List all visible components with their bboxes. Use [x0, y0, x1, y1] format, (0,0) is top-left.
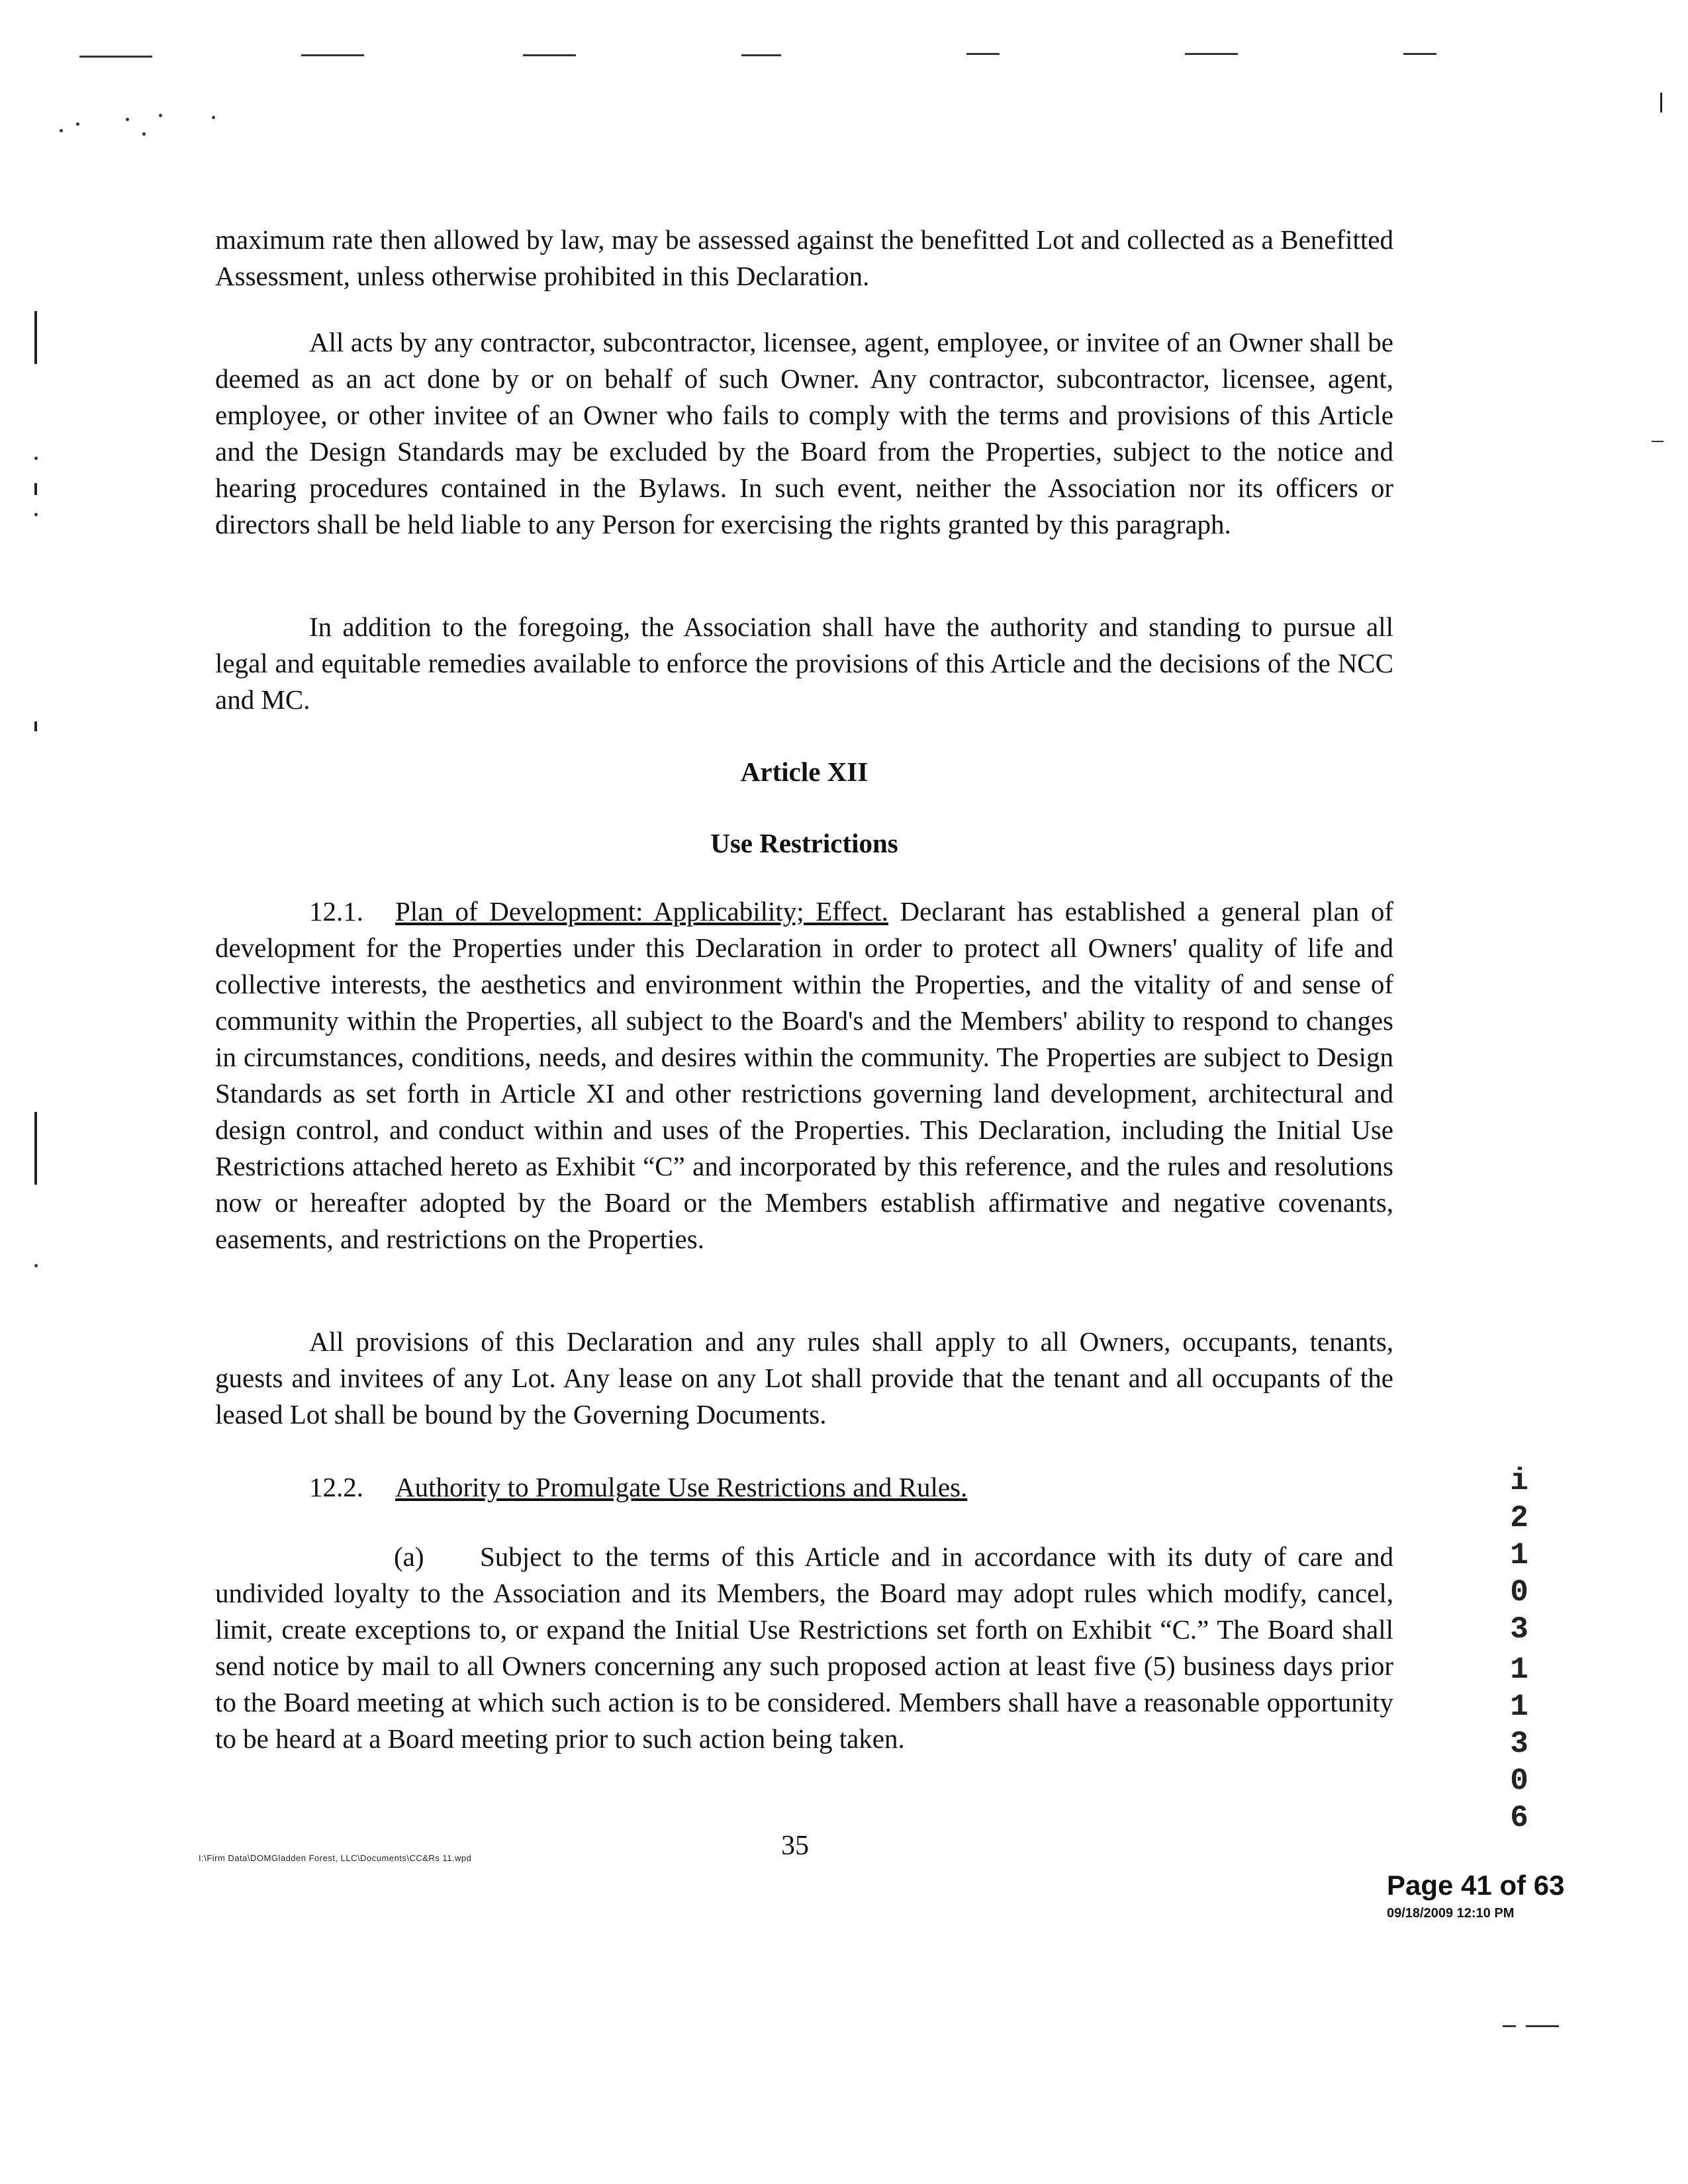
recording-stamp-bottom: [1499, 1651, 1539, 1837]
recorder-datetime: 09/18/2009 12:10 PM: [1387, 1906, 1515, 1921]
stamp-char: 3: [1510, 1612, 1528, 1647]
scan-artifact-margin-bar: [34, 1112, 37, 1185]
scan-artifact-speck: [60, 129, 63, 132]
paragraph-provisions-apply: All provisions of this Declaration and any rules shall apply to all Owners, occupants, tenants, guests and invitees of any Lot. Any lease on any Lot shall provide that the tenant and all occupants of the leased Lot shall be bound by the Governing Documents.: [215, 1326, 1393, 1430]
section-title: Authority to Promulgate Use Restrictions and Rules.: [395, 1472, 968, 1502]
stamp-char: 2: [1510, 1501, 1528, 1535]
paragraph-continuation: maximum rate then allowed by law, may be assessed against the benefitted Lot and collected as a Benefitted Assessment, unless otherwise prohibited in this Declaration.: [215, 224, 1393, 291]
scan-artifact-margin-bar: [34, 721, 37, 731]
scan-artifact-dash: [1403, 53, 1436, 55]
scan-artifact-dash: [523, 54, 576, 56]
scan-artifact-dash: [301, 54, 364, 56]
scan-artifact-dash: [1652, 441, 1664, 442]
scan-artifact-speck: [126, 118, 129, 121]
stamp-char: 0: [1510, 1764, 1528, 1798]
scan-artifact-margin-bar: [34, 311, 37, 364]
subsection-text: Subject to the terms of this Article and in accordance with its duty of care and undivided loyalty to the Association and its Members, the Board may adopt rules which modify, cancel, limit, create exceptions to, or expand the Initial Use Restrictions set forth on Exhibit “C.” The Board shall send notice by mail to all Owners concerning any such proposed action at least five (5) business days prior to the Board meeting at which such action is to be considered. Members shall have a reasonable opportunity to be heard at a Board meeting prior to such action being taken.: [215, 1541, 1393, 1754]
scan-artifact-dash: [79, 56, 152, 58]
stamp-char: 1: [1510, 1653, 1528, 1687]
scan-artifact-dash: [741, 54, 781, 56]
section-12-2: [215, 1469, 1393, 1506]
scan-artifact-speck: [76, 122, 79, 126]
recording-stamp-top: [1499, 1463, 1539, 1648]
stamp-char: 3: [1510, 1727, 1528, 1761]
scan-artifact-speck: [159, 114, 162, 117]
stamp-char: 1: [1510, 1538, 1528, 1572]
scan-artifact-dash: [966, 53, 1000, 55]
page-number: 35: [781, 1831, 809, 1861]
scan-artifact-dash: [1526, 2025, 1559, 2027]
footer-file-path: I:\Firm Data\DOMGladden Forest, LLC\Documents\CC&Rs 11.wpd: [199, 1853, 472, 1863]
stamp-char: 0: [1510, 1575, 1528, 1610]
article-heading: Article XII: [740, 756, 868, 787]
scan-artifact-speck: [34, 513, 38, 516]
subsection-label: (a): [394, 1541, 424, 1572]
scan-artifact-speck: [34, 457, 38, 460]
scan-artifact-speck: [34, 1264, 38, 1267]
article-title: Use Restrictions: [710, 828, 898, 858]
scan-artifact-margin-bar: [1660, 93, 1662, 113]
scan-artifact-dash: [1503, 2025, 1516, 2027]
stamp-char: 6: [1510, 1801, 1528, 1835]
section-number: 12.1.: [309, 896, 363, 927]
paragraph-enforcement-remedies: In addition to the foregoing, the Association shall have the authority and standing to pursue all legal and equitable remedies available to enforce the provisions of this Article and the decisions of the NCC and MC.: [215, 612, 1393, 715]
section-text: Declarant has established a general plan of development for the Properties under this Declaration in order to protect all Owners' quality of life and collective interests, the aesthetics and environment within the Properties, and the vitality of and sense of community within the Properties, all subject to the Board's and the Members' ability to respond to changes in circumstances, conditions, needs, and desires within the community. The Properties are subject to Design Standards as set forth in Article XI and other restrictions governing land development, architectural and design control, and conduct within and uses of the Properties. This Declaration, including the Initial Use Restrictions attached hereto as Exhibit “C” and incorporated by this reference, and the rules and resolutions now or hereafter adopted by the Board or the Members establish affirmative and negative covenants, easements, and restrictions on the Properties.: [215, 896, 1393, 1254]
scan-artifact-speck: [212, 116, 215, 119]
paragraph-contractor-acts: All acts by any contractor, subcontractor, licensee, agent, employee, or invitee of an Owner shall be deemed as an act done by or on behalf of such Owner. Any contractor, subcontractor, licensee, agent, employee, or other invitee of an Owner who fails to comply with the terms and provisions of this Article and the Design Standards may be excluded by the Board from the Properties, subject to the notice and hearing procedures contained in the Bylaws. In such event, neither the Association nor its officers or directors shall be held liable to any Person for exercising the rights granted by this paragraph.: [215, 327, 1393, 539]
section-12-1: [215, 893, 1393, 1257]
stamp-char: i: [1510, 1464, 1528, 1498]
stamp-char: 1: [1510, 1690, 1528, 1724]
scan-artifact-speck: [142, 132, 146, 136]
subsection-a: [215, 1539, 1393, 1757]
scan-artifact-dash: [1185, 53, 1238, 55]
section-title: Plan of Development: Applicability; Effect.: [395, 896, 888, 927]
scan-artifact-margin-bar: [34, 483, 37, 495]
section-number: 12.2.: [309, 1472, 363, 1502]
recorder-page-count: Page 41 of 63: [1387, 1870, 1565, 1901]
